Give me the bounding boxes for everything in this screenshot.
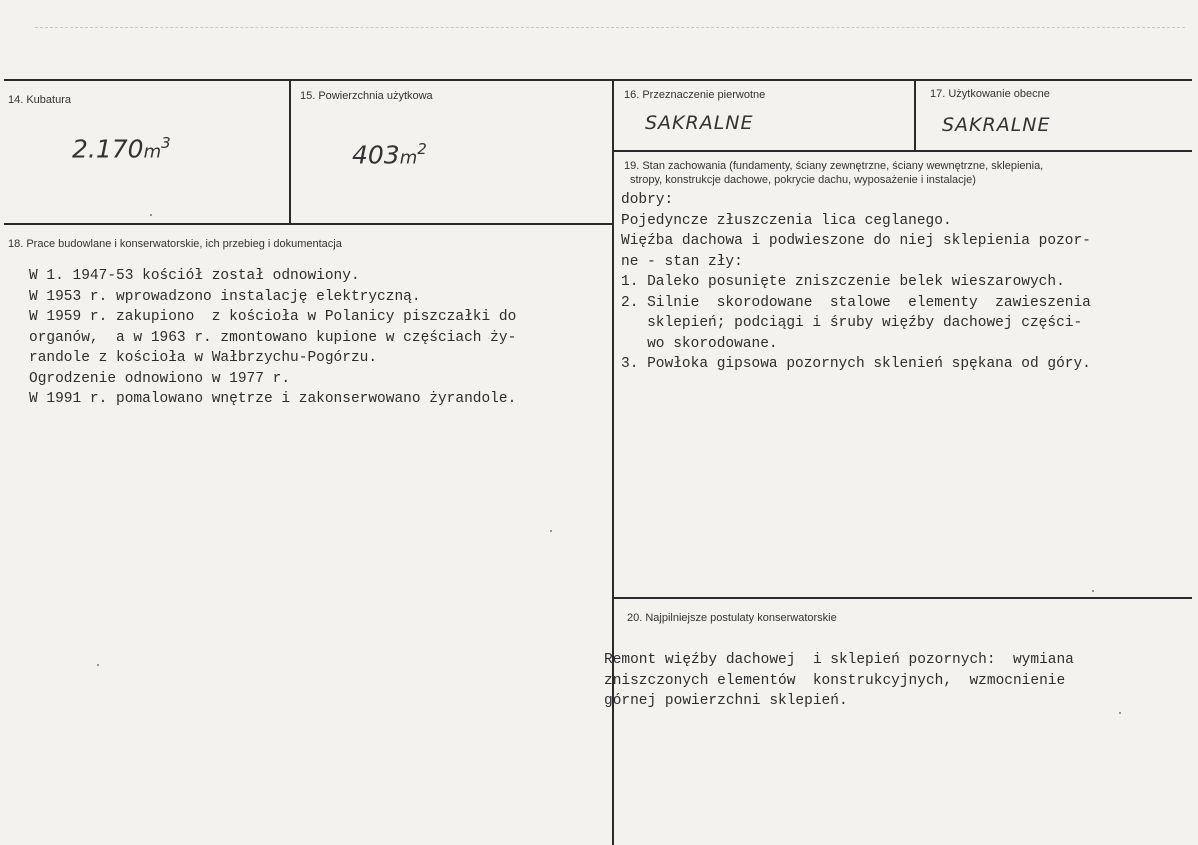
field-18-text-line: W 1959 r. zakupiono z kościoła w Polanicy piszczałki do [29,309,517,325]
field-18-text-line: W 1991 r. pomalowano wnętrze i zakonserwowano żyrandole. [29,391,517,407]
field-14-value [72,134,171,163]
field-19-text-line: wo skorodowane. [621,335,778,352]
field-18-text-line: Ogrodzenie odnowiono w 1977 r. [29,370,291,387]
field-17-value: SAKRALNE [942,114,1051,136]
field-19-text-line: Więźba dachowa i podwieszone do niej sklepienia pozor- [621,233,1091,249]
column-divider-16-17 [914,79,916,151]
field-20-label: 20. Najpilniejsze postulaty konserwatorskie [627,612,837,624]
field-19-text-line: sklepień; podciągi i śruby więźby dachowej części- [621,315,1083,331]
row-divider-right-top [614,150,1192,152]
field-18-text-line: W 1953 r. wprowadzono instalację elektryczną. [29,288,421,305]
paper-speck [97,664,99,666]
paper-speck [550,530,552,532]
field-19-text-line: 1. Daleko posunięte zniszczenie belek wieszarowych. [621,274,1065,290]
column-divider-14-15 [289,79,291,225]
field-18-text-line: W 1. 1947-53 kościół został odnowiony. [29,268,360,284]
area-number: 403 [352,140,400,170]
area-unit: m [399,147,418,169]
volume-exponent: 3 [161,134,171,152]
field-18-text-line: randole z kościoła w Wałbrzychu-Pogórzu. [29,350,378,366]
top-border-line [4,79,1192,81]
field-16-label: 16. Przeznaczenie pierwotne [624,89,766,101]
field-18-text [29,266,516,410]
field-19-text-line: dobry: [621,192,674,208]
field-20-text-line: Remont więźby dachowej i sklepień pozornych: wymiana [604,652,1074,668]
field-20-text [604,650,1074,712]
row-divider-right-bottom [614,597,1192,599]
volume-unit: m [143,141,162,163]
field-20-text-line: zniszczonych elementów konstrukcyjnych, wzmocnienie [604,672,1066,689]
field-19-text-line: 2. Silnie skorodowane stalowe elementy zawieszenia [621,294,1091,311]
volume-number: 2.170 [72,134,144,164]
field-19-text-line: ne - stan zły: [621,253,743,270]
field-15-value [352,140,427,169]
paper-speck [1119,712,1121,714]
field-19-label-line2: stropy, konstrukcje dachowe, pokrycie dachu, wyposażenie i instalacje) [630,174,976,186]
field-14-label: 14. Kubatura [8,94,71,106]
area-exponent: 2 [417,140,427,158]
field-17-label: 17. Użytkowanie obecne [930,88,1050,100]
field-19-text-line: 3. Powłoka gipsowa pozornych sklenień spękana od góry. [621,356,1091,372]
field-19-text-line: Pojedyncze złuszczenia lica ceglanego. [621,212,952,229]
paper-speck [1092,590,1094,592]
field-19-label-line1: 19. Stan zachowania (fundamenty, ściany zewnętrzne, ściany wewnętrzne, sklepienia, [624,160,1044,172]
field-18-text-line: organów, a w 1963 r. zmontowano kupione w częściach ży- [29,329,517,346]
field-16-value: SAKRALNE [645,112,754,134]
field-19-text [621,190,1091,375]
top-dashed-edge [35,27,1185,28]
row-divider-left [4,223,614,225]
field-18-label: 18. Prace budowlane i konserwatorskie, ich przebieg i dokumentacja [8,238,342,250]
paper-speck [150,214,152,216]
field-15-label: 15. Powierzchnia użytkowa [300,90,433,102]
field-20-text-line: górnej powierzchni sklepień. [604,693,848,709]
column-divider-main [612,79,614,845]
